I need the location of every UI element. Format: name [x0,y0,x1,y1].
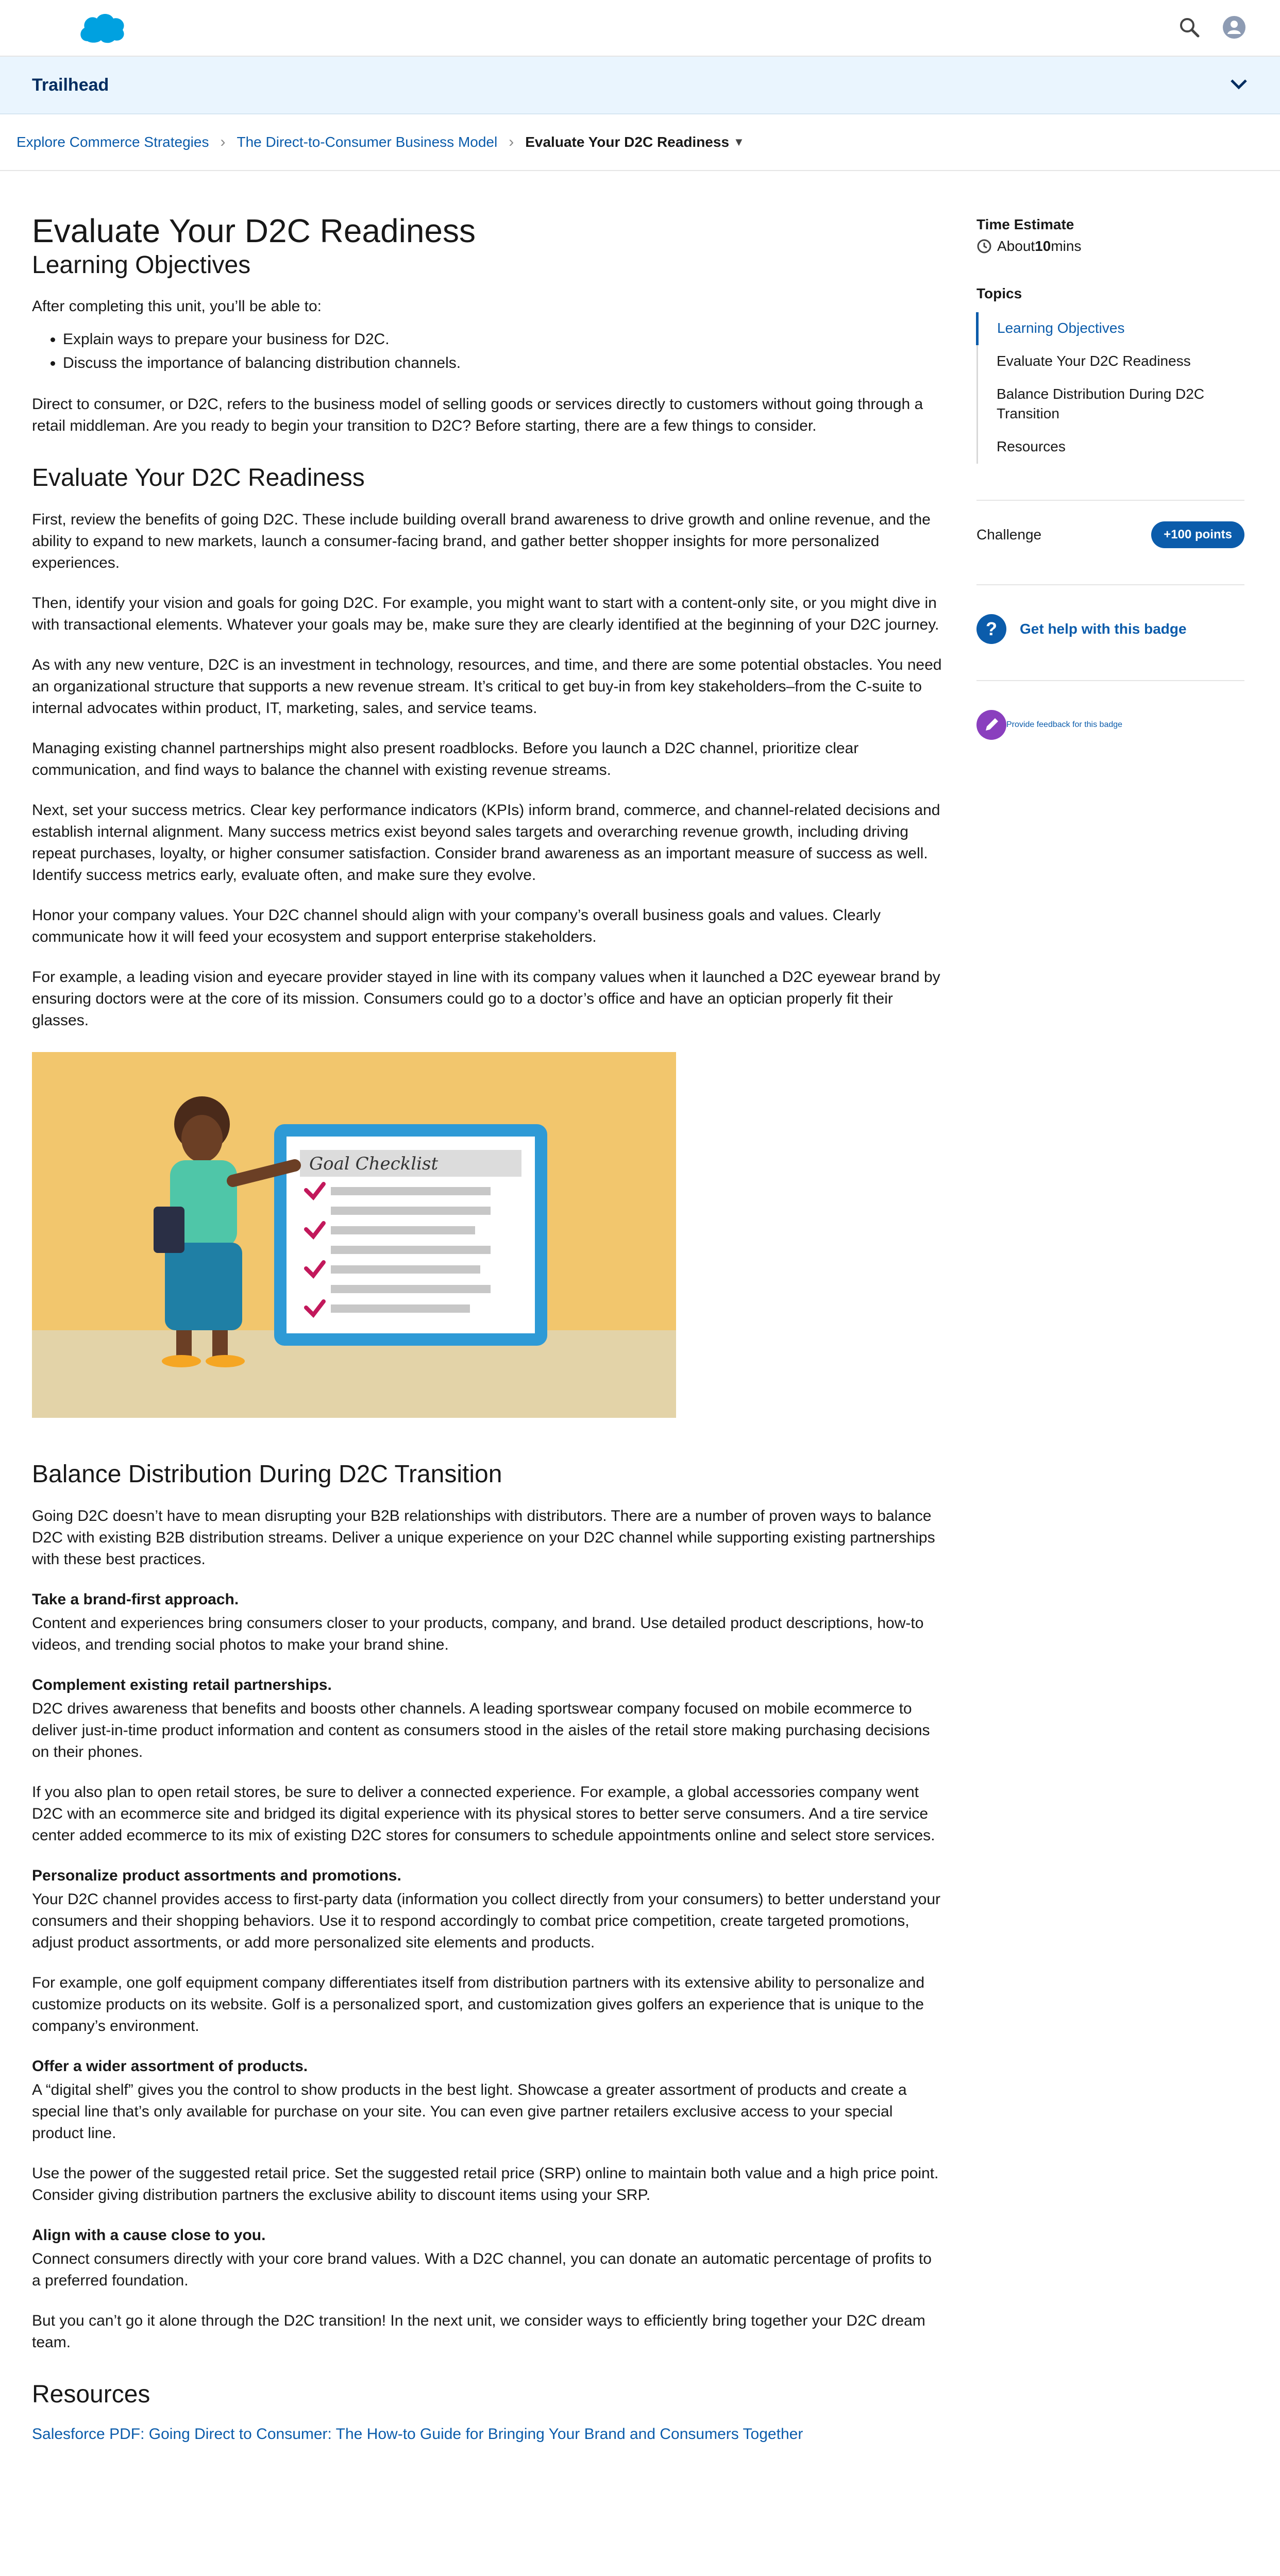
time-value: 10 [1035,238,1051,254]
time-estimate-label: Time Estimate [976,216,1074,232]
paragraph: Use the power of the suggested retail price. Set the suggested retail price (SRP) online to maintain both value and a high price point. Consider giving distribution partners the exclusive ability to discount items using your SRP. [32,2165,939,2204]
salesforce-logo[interactable] [77,10,127,46]
trailhead-brand[interactable]: Trailhead [32,75,109,95]
clock-icon [976,239,992,254]
global-header [0,0,1280,57]
topics-label: Topics [976,285,1022,301]
feedback-link[interactable]: Provide feedback for this badge [1006,720,1123,729]
section-heading-learning-objectives: Learning Objectives [32,251,251,279]
breadcrumb-item-module[interactable]: The Direct-to-Consumer Business Model [237,134,498,150]
trailhead-nav-bar [0,57,1280,114]
help-link[interactable]: Get help with this badge [1020,621,1187,637]
search-icon[interactable] [1177,15,1201,39]
challenge-label: Challenge [976,527,1042,543]
sidebar [976,216,1244,740]
paragraph: But you can’t go it alone through the D2C transition! In the next unit, we consider ways to efficiently bring together your D2C dream team. [32,2312,925,2351]
breadcrumb-separator: › [509,133,514,150]
paragraph: Direct to consumer, or D2C, refers to the business model of selling goods or services directly to customers without going through a retail middleman. Are you ready to begin your transition to D2C? Before starting, there are a few things to consider. [32,396,923,434]
page-title: Evaluate Your D2C Readiness [32,212,476,249]
topics-list [976,312,1244,464]
topic-evaluate[interactable]: Evaluate Your D2C Readiness [997,353,1191,369]
chevron-down-icon[interactable] [1228,76,1249,92]
practice-title: Align with a cause close to you. [32,2227,266,2244]
breadcrumb-current[interactable]: Evaluate Your D2C Readiness [525,134,730,150]
paragraph: Going D2C doesn’t have to mean disrupting your B2B relationships with distributors. There are a number of proven ways to balance D2C with existing B2B distribution streams. Deliver a unique experience on your D2C channel while supporting existing partnerships with these best practices. [32,1507,935,1568]
paragraph: For example, a leading vision and eyecare provider stayed in line with its company values when it launched a D2C eyewear brand by ensuring doctors were at the core of its mission. Consumers could go to a doctor’s office and have an optician properly fit their glasses. [32,969,940,1029]
paragraph: Connect consumers directly with your core brand values. With a D2C channel, you can donate an automatic percentage of profits to a preferred foundation. [32,2250,932,2289]
unit-content [32,211,944,2479]
time-unit: mins [1051,238,1082,254]
goal-checklist-illustration [32,1052,676,1418]
paragraph: Honor your company values. Your D2C channel should align with your company’s overall business goals and values. Clearly communicate how it will feed your ecosystem and support enterprise stakeholders. [32,907,881,945]
feedback-row[interactable] [976,680,1244,740]
section-heading-balance: Balance Distribution During D2C Transition [32,1461,502,1488]
paragraph: As with any new venture, D2C is an investment in technology, resources, and time, and there are some potential obstacles. You need an organizational structure that supports a new revenue stream. It’s critical to get buy-in from key stakeholders–from the C-suite to internal advocates within product, IT, marketing, sales, and service teams. [32,656,942,717]
list-item: • Explain ways to prepare your business for D2C. [63,328,944,351]
paragraph: First, review the benefits of going D2C. These include building overall brand awareness to drive growth and online revenue, and the ability to expand to new markets, launch a consumer-facing brand, and gather better shopper insights for more personalized experiences. [32,511,931,571]
breadcrumb-item-trail[interactable]: Explore Commerce Strategies [16,134,209,150]
paragraph: D2C drives awareness that benefits and boosts other channels. A leading sportswear company focused on mobile ecommerce to deliver just-in-time product information and content as consumers stood in the aisles of the retail store making purchasing decisions on their phones. [32,1700,930,1760]
pencil-icon [976,710,1006,740]
paragraph: Content and experiences bring consumers closer to your products, company, and brand. Use detailed product descriptions, how-to videos, and trending social photos to make your brand shine. [32,1615,924,1653]
paragraph: After completing this unit, you’ll be able to: [32,298,322,315]
user-avatar-icon[interactable] [1222,15,1246,39]
help-row[interactable] [976,584,1244,644]
time-estimate [976,238,1244,255]
challenge-row [976,500,1244,548]
time-prefix: About [997,238,1035,254]
caret-down-icon[interactable]: ▼ [733,135,745,148]
paragraph: For example, one golf equipment company differentiates itself from distribution partners with its extensive ability to personalize and customize products on its website. Golf is a personalized sport, and customization gives golfers an experience that is unique to the company’s environment. [32,1974,925,2035]
paragraph: Managing existing channel partnerships might also present roadblocks. Before you launch a D2C channel, prioritize clear communication, and find ways to balance the channel with existing revenue streams. [32,740,859,778]
question-icon: ? [976,614,1006,644]
objectives-list [63,328,944,375]
section-heading-resources: Resources [32,2381,150,2408]
paragraph: A “digital shelf” gives you the control to show products in the best light. Showcase a greater assortment of products and create a special line that’s only available for purchase on your site. You can even give partner retailers exclusive access to your special product line. [32,2081,907,2142]
paragraph: If you also plan to open retail stores, be sure to deliver a connected experience. For example, a global accessories company went D2C with an ecommerce site and bridged its digital experience with its physical stores to better serve consumers. And a tire service center added ecommerce to its mix of existing D2C stores for consumers to schedule appointments online and select store services. [32,1784,935,1844]
paragraph: Then, identify your vision and goals for going D2C. For example, you might want to start with a content-only site, or you might dive in with transactional elements. Whatever your goals may be, make sure they are clearly identified at the beginning of your D2C journey. [32,595,939,633]
practice-title: Complement existing retail partnerships. [32,1676,332,1693]
challenge-points-badge: +100 points [1151,521,1244,548]
section-heading-evaluate: Evaluate Your D2C Readiness [32,464,365,492]
practice-title: Offer a wider assortment of products. [32,2058,308,2075]
practice-title: Personalize product assortments and promotions. [32,1867,401,1884]
topic-resources[interactable]: Resources [997,438,1066,454]
paragraph: Next, set your success metrics. Clear key performance indicators (KPIs) inform brand, commerce, and channel-related decisions and establish internal alignment. Many success metrics exist beyond sales targets and overarching revenue growth, including driving repeat purchases, loyalty, or higher consumer satisfaction. Consider brand awareness as an important measure of success as well. Identify success metrics early, evaluate often, and make sure they evolve. [32,802,940,884]
practice-title: Take a brand-first approach. [32,1591,239,1608]
list-item: • Discuss the importance of balancing distribution channels. [63,351,944,375]
topic-balance[interactable]: Balance Distribution During D2C Transition [997,386,1205,421]
resource-link[interactable]: Salesforce PDF: Going Direct to Consumer: The How-to Guide for Bringing Your Brand and Consumers Together [32,2426,803,2443]
breadcrumb-separator: › [220,133,226,150]
topic-learning-objectives[interactable]: Learning Objectives [976,312,1244,345]
illustration-caption: Goal Checklist [309,1154,439,1174]
breadcrumb [0,114,1280,171]
paragraph: Your D2C channel provides access to first-party data (information you collect directly from your consumers) to better understand your consumers and their shopping behaviors. Use it to respond accordingly to combat price competition, create targeted promotions, adjust product assortments, or add more personalized site elements and products. [32,1891,941,1951]
